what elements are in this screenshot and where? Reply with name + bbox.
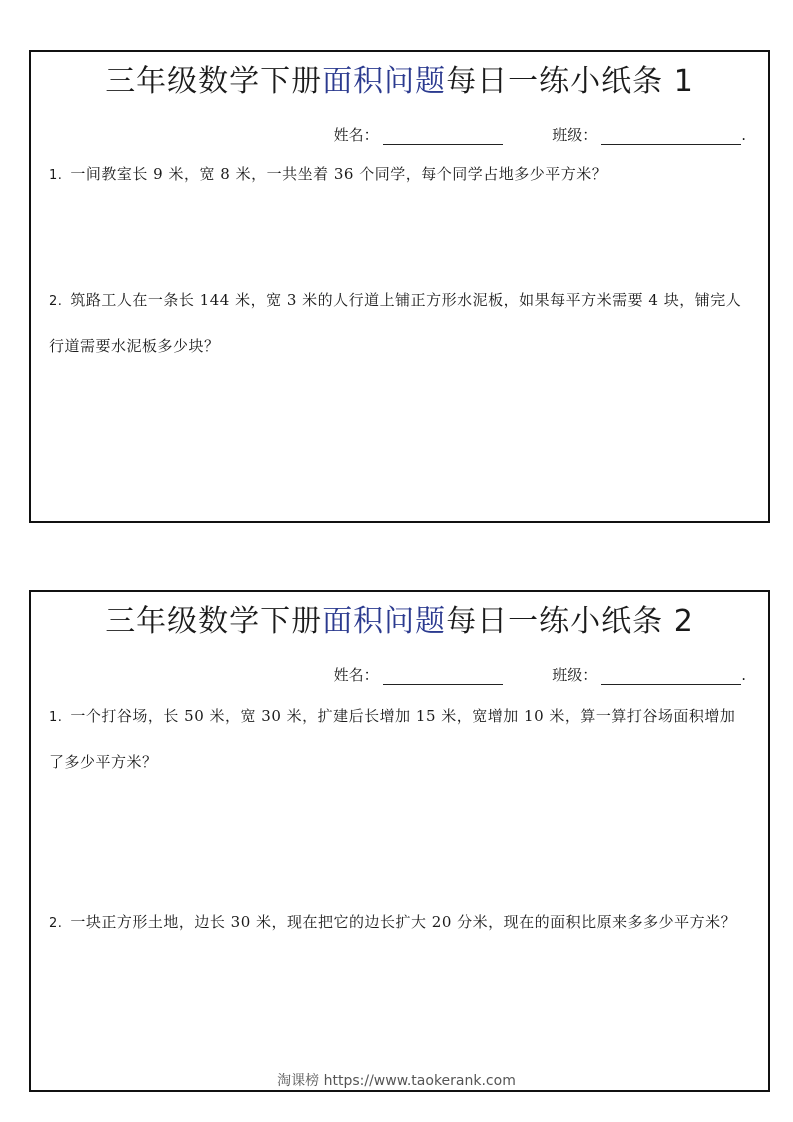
question-text: 筑路工人在一条长 144 米，宽 3 米的人行道上铺正方形水泥板，如果每平方米需要 4 块，铺完人行道需要水泥板多少块？	[49, 291, 742, 355]
name-label: 姓名：	[333, 126, 379, 144]
worksheet-card-2	[29, 590, 770, 1092]
name-label: 姓名：	[333, 666, 379, 684]
question-number: 2.	[49, 294, 63, 309]
question-1	[49, 694, 746, 784]
question-text: 一块正方形土地，边长 30 米，现在把它的边长扩大 20 分米，现在的面积比原来多多少平方米？	[70, 913, 737, 931]
question-1	[49, 152, 746, 198]
name-blank[interactable]	[383, 128, 503, 145]
question-number: 2.	[49, 916, 63, 931]
class-end: .	[741, 666, 746, 684]
card-title	[31, 602, 768, 642]
title-accent: 面积问题	[322, 64, 447, 99]
question-number: 1.	[49, 710, 63, 725]
footer-watermark: 淘课榜 https://www.taokerank.com	[277, 1073, 516, 1089]
class-end: .	[741, 126, 746, 144]
card-title	[31, 62, 768, 102]
title-suffix: 每日一练小纸条 1	[446, 64, 694, 99]
student-info-row	[334, 124, 746, 145]
title-accent: 面积问题	[322, 604, 447, 639]
title-prefix: 三年级数学下册	[105, 604, 323, 639]
question-2	[49, 900, 746, 946]
class-blank[interactable]	[601, 668, 741, 685]
question-text: 一间教室长 9 米，宽 8 米，一共坐着 36 个同学，每个同学占地多少平方米？	[70, 165, 608, 183]
class-blank[interactable]	[601, 128, 741, 145]
class-label: 班级：	[552, 126, 598, 144]
question-2	[49, 278, 746, 368]
title-prefix: 三年级数学下册	[105, 64, 323, 99]
title-suffix: 每日一练小纸条 2	[446, 604, 694, 639]
class-label: 班级：	[552, 666, 598, 684]
worksheet-card-1	[29, 50, 770, 523]
question-number: 1.	[49, 168, 63, 183]
name-blank[interactable]	[383, 668, 503, 685]
question-text: 一个打谷场，长 50 米，宽 30 米，扩建后长增加 15 米，宽增加 10 米，算一算打谷场面积增加了多少平方米？	[49, 707, 736, 771]
student-info-row	[334, 664, 746, 685]
